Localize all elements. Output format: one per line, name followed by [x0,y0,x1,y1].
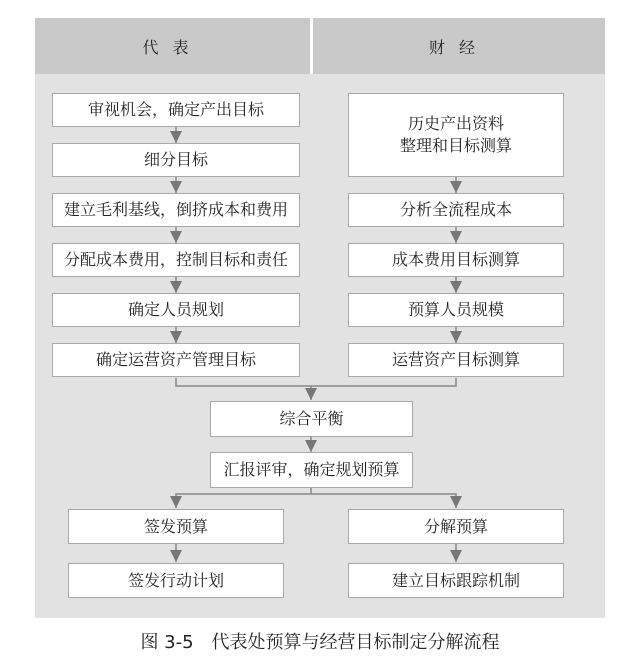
step-segment-targets: 细分目标 [52,143,300,177]
split-connector [176,494,456,505]
step-balance: 综合平衡 [210,401,413,437]
header-finance-label: 财经 [428,37,489,57]
step-asset-target-calc: 运营资产目标测算 [348,343,564,377]
figure-caption: 图 3-5 代表处预算与经营目标制定分解流程 [140,632,500,653]
step-cost-target-calc: 成本费用目标测算 [348,243,564,277]
step-process-cost: 分析全流程成本 [348,193,564,227]
step-issue-budget: 签发预算 [68,509,284,544]
step-historical-output: 历史产出资料 整理和目标测算 [348,93,564,177]
step-tracking-mechanism: 建立目标跟踪机制 [348,563,564,598]
step-margin-baseline: 建立毛利基线，倒挤成本和费用 [52,193,300,227]
step-review-opportunity: 审视机会，确定产出目标 [52,93,300,127]
step-issue-action-plan: 签发行动计划 [68,563,284,598]
step-staffing-plan: 确定人员规划 [52,293,300,327]
step-decompose-budget: 分解预算 [348,509,564,544]
header-representative-label: 代表 [142,37,203,57]
merge-connector [176,378,456,386]
step-budget-headcount: 预算人员规模 [348,293,564,327]
step-allocate-costs: 分配成本费用，控制目标和责任 [52,243,300,277]
step-report-review: 汇报评审，确定规划预算 [210,452,413,488]
step-asset-targets: 确定运营资产管理目标 [52,343,300,377]
